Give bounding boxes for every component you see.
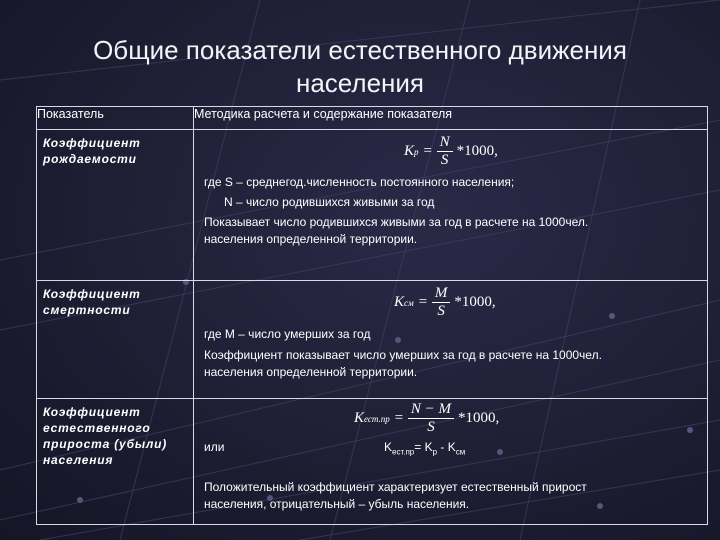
header-method: Методика расчета и содержание показателя	[194, 107, 708, 130]
table-row	[37, 399, 708, 525]
desc-line: населения определенной территории.	[204, 365, 418, 379]
row-name-mortality-rate: Коэффициент смертности	[43, 287, 141, 317]
desc-line: где S – среднегод.численность постоянного населения;	[204, 175, 515, 189]
indicators-table	[36, 106, 708, 525]
desc-line: где М – число умерших за год	[204, 327, 371, 341]
desc-line: населения, отрицательный – убыль населения.	[204, 497, 470, 511]
desc-line: Коэффициент показывает число умерших за год в расчете на 1000чел.	[204, 348, 602, 362]
row-desc-natural-increase	[194, 399, 707, 524]
header-indicator: Показатель	[37, 107, 194, 130]
or-label: или	[204, 440, 225, 454]
slide-title-line-2: населения	[295, 68, 424, 98]
table-header-row	[37, 107, 708, 130]
table-row	[37, 130, 708, 281]
desc-line: N – число родившихся живыми за год	[224, 195, 435, 209]
row-desc-birth-rate	[194, 130, 707, 280]
slide-title-line-1: Общие показатели естественного движения	[93, 35, 627, 65]
desc-line: населения определенной территории.	[204, 232, 418, 246]
row-name-natural-increase: Коэффициент естественного прироста (убыли) населения	[43, 405, 168, 467]
slide-title	[0, 34, 720, 100]
formula-birth-rate: K р = $\frac{N}{S}$ *1000,	[404, 134, 498, 168]
formula-natural-increase: K ест.пр = $\frac{N - M}{S}$ *1000,	[354, 401, 500, 435]
desc-line: Показывает число родившихся живыми за год в расчете на 1000чел.	[204, 215, 589, 229]
alt-formula: $K_{ест.пр}= K_р - K_{см}$	[384, 440, 466, 457]
desc-line: Положительный коэффициент характеризует естественный прирост	[204, 480, 587, 494]
table-row	[37, 281, 708, 399]
row-name-birth-rate: Коэффициент рождаемости	[43, 136, 141, 166]
row-desc-mortality-rate	[194, 281, 707, 398]
formula-mortality-rate: K см = $\frac{M}{S}$ *1000,	[394, 285, 496, 319]
